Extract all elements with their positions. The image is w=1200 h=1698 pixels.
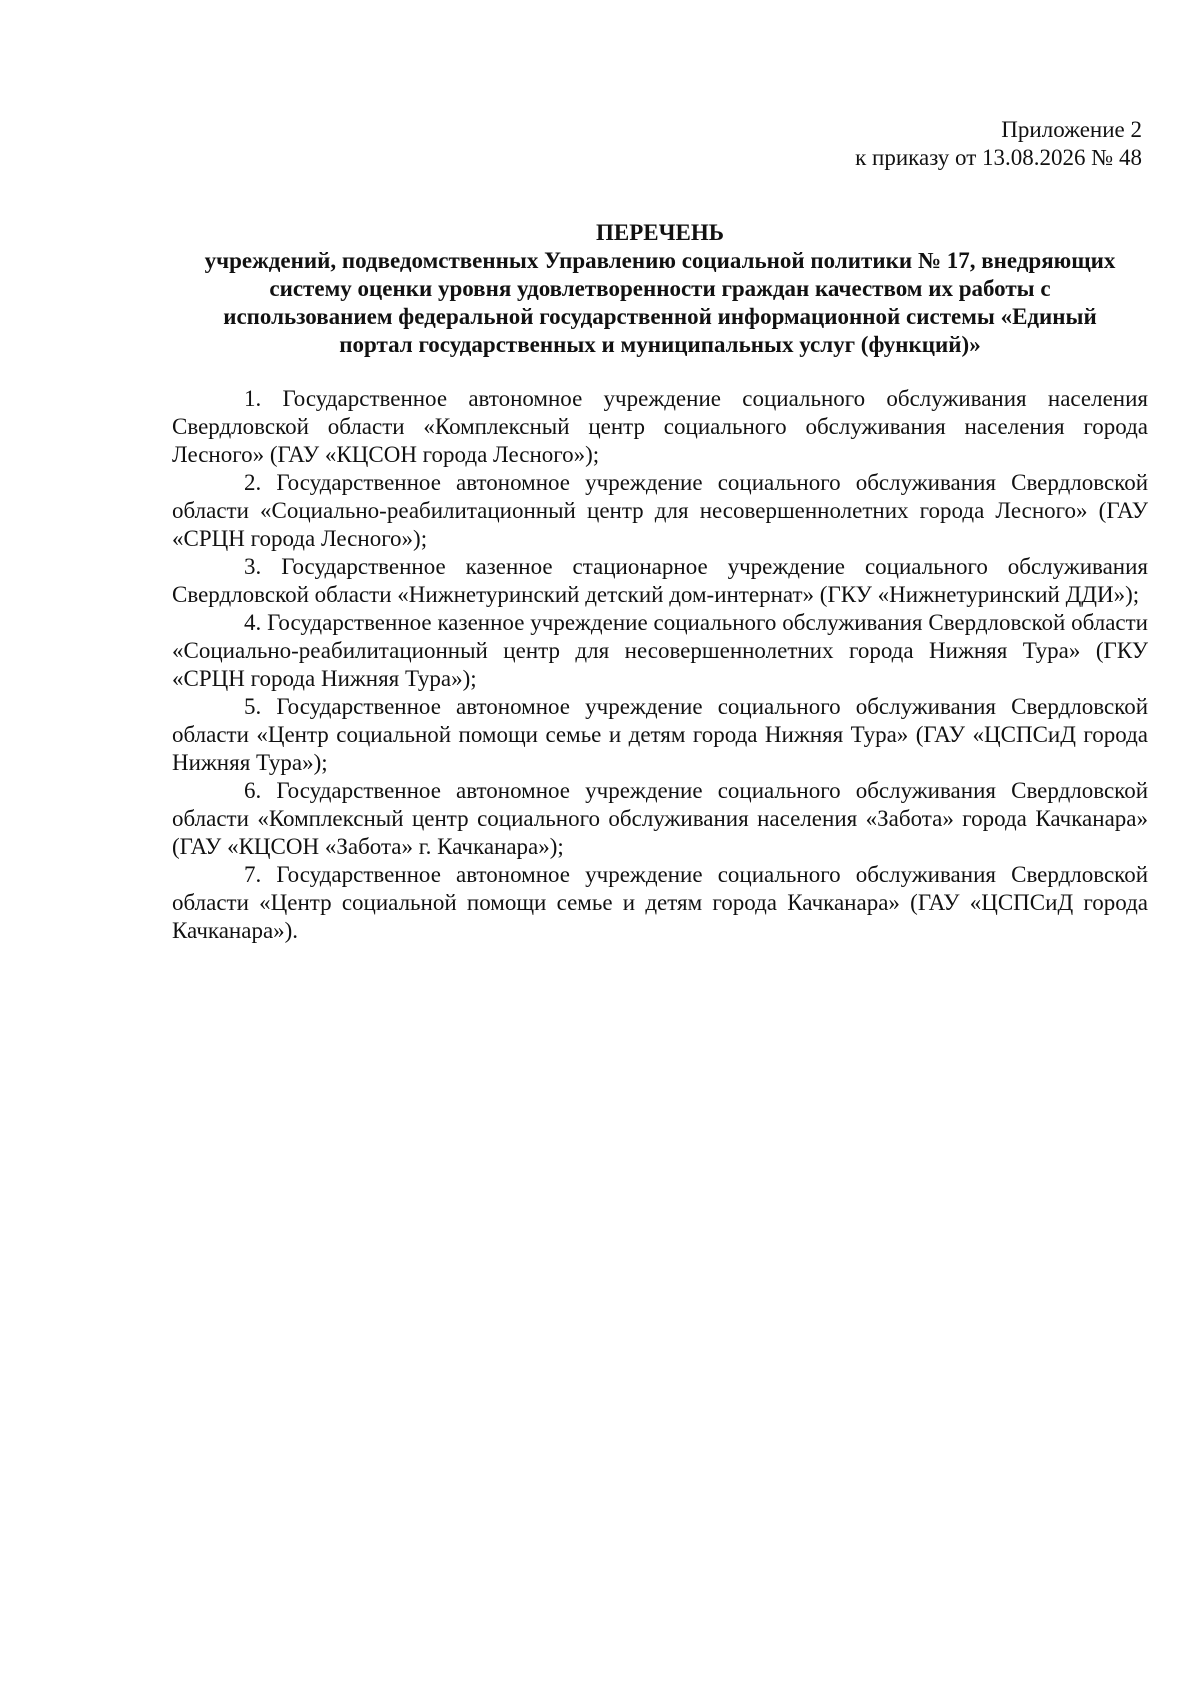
list-item <box>172 861 1148 945</box>
subtitle-line: систему оценки уровня удовлетворенности граждан качеством их работы с <box>269 276 1051 301</box>
list-item-text: Государственное казенное стационарное учреждение социального обслуживания Свердловской области «Нижнетуринский детский дом-интернат» (ГКУ «Нижнетуринский ДДИ»); <box>172 554 1149 607</box>
document-subtitle <box>170 247 1150 359</box>
list-item-number: 7. <box>244 862 262 887</box>
list-item-text: Государственное автономное учреждение социального обслуживания Свердловской области «Центр социальной помощи семье и детям города Нижняя Тура» (ГАУ «ЦСПСиД города Нижняя Тура»); <box>172 694 1148 775</box>
list-item-text: Государственное автономное учреждение социального обслуживания Свердловской области «Социально-реабилитационный центр для несовершеннолетних города Лесного» (ГАУ «СРЦН города Лесного»); <box>172 470 1148 551</box>
institution-list <box>172 385 1148 945</box>
list-item-number: 4. <box>244 610 262 635</box>
list-item <box>172 469 1148 553</box>
document-heading: ПЕРЕЧЕНЬ <box>596 220 724 245</box>
list-item <box>172 693 1148 777</box>
list-item-text: Государственное казенное учреждение социального обслуживания Свердловской области «Социально-реабилитационный центр для несовершеннолетних города Нижняя Тура» (ГКУ «СРЦН города Нижняя Тура»); <box>172 610 1148 691</box>
list-item <box>172 609 1148 693</box>
list-item-number: 5. <box>244 694 262 719</box>
annex-order-reference: к приказу от 13.08.2026 № 48 <box>855 145 1142 170</box>
list-item-text: Государственное автономное учреждение социального обслуживания Свердловской области «Центр социальной помощи семье и детям города Качканара» (ГАУ «ЦСПСиД города Качканара»). <box>172 862 1148 943</box>
list-item <box>172 777 1148 861</box>
list-item-number: 6. <box>244 778 262 803</box>
list-item-text: Государственное автономное учреждение социального обслуживания населения Свердловской области «Комплексный центр социального обслуживания населения города Лесного» (ГАУ «КЦСОН города Лесного»); <box>172 386 1148 467</box>
annex-title: Приложение 2 <box>1001 117 1142 142</box>
list-item <box>172 553 1148 609</box>
list-item-number: 2. <box>244 470 262 495</box>
annex-reference <box>542 116 1142 172</box>
list-item <box>172 385 1148 469</box>
list-item-text: Государственное автономное учреждение социального обслуживания Свердловской области «Комплексный центр социального обслуживания населения «Забота» города Качканара» (ГАУ «КЦСОН «Забота» г. Качканара»); <box>172 778 1148 859</box>
list-item-number: 3. <box>244 554 262 579</box>
subtitle-line: портал государственных и муниципальных услуг (функций)» <box>339 332 981 357</box>
subtitle-line: учреждений, подведомственных Управлению социальной политики № 17, внедряющих <box>204 248 1116 273</box>
subtitle-line: использованием федеральной государственной информационной системы «Единый <box>223 304 1097 329</box>
document-title-block <box>170 219 1150 359</box>
list-item-number: 1. <box>244 386 262 411</box>
